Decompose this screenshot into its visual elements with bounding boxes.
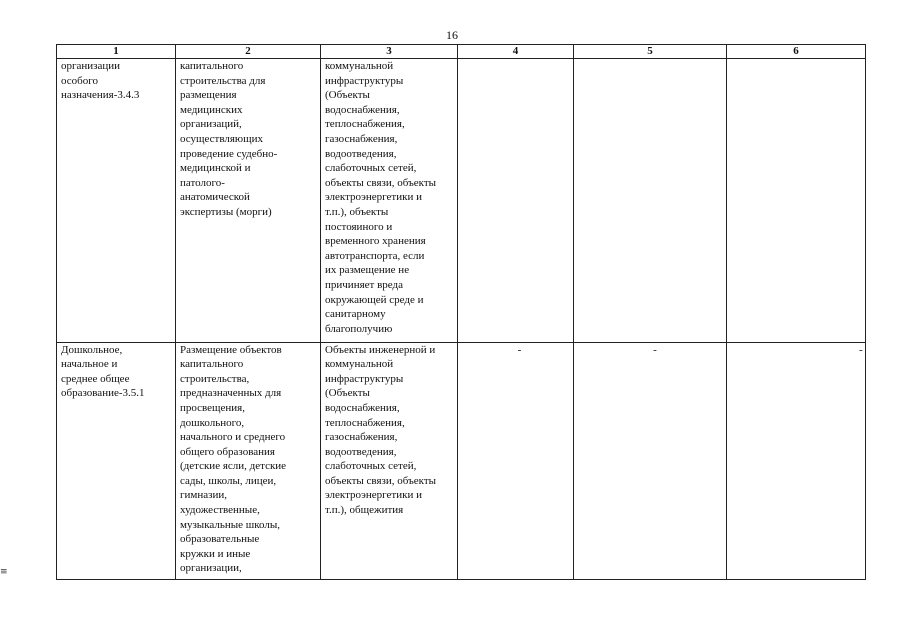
dash-mark: - [653, 343, 657, 356]
table-cell [57, 342, 176, 579]
column-header-5: 5 [574, 45, 727, 59]
table-cell [321, 342, 458, 579]
column-header-4: 4 [458, 45, 574, 59]
cell-text: Размещение объектов капитального строительства, предназначенных для просвещения, дошкольного, начального и среднего общего образования (детские ясли, детские сады, школы, лицеи, гимназии, художественные, музыкальные школы, образовательные кружки и иные организации, [180, 343, 287, 575]
margin-mark: ≡ [0, 567, 8, 577]
dash-mark: - [517, 343, 522, 356]
table-cell [727, 342, 866, 579]
table-cell [176, 59, 321, 343]
cell-text: Дошкольное, начальное и среднее общее образование-3.5.1 [61, 343, 145, 400]
table-cell [176, 342, 321, 579]
table-cell [574, 59, 727, 343]
dash-mark: - [859, 343, 863, 356]
zoning-table [56, 44, 866, 580]
table-row [57, 59, 866, 343]
table-cell [727, 59, 866, 343]
cell-text: капитального строительства для размещения медицинских организаций, осуществляющих проведение судебно- медицинской и патолого- анатомической экспертизы (морги) [180, 60, 278, 218]
column-header-6: 6 [727, 45, 866, 59]
cell-text: Объекты инженерной и коммунальной инфраструктуры (Объекты водоснабжения, теплоснабжения, газоснабжения, водоотведения, слаботочных сетей, объекты связи, объекты электроэнергетики и т.п.), общежития [325, 343, 437, 517]
column-header-2: 2 [176, 45, 321, 59]
table-header-row [57, 45, 866, 59]
cell-text: коммунальной инфраструктуры (Объекты водоснабжения, теплоснабжения, газоснабжения, водоотведения, слаботочных сетей, объекты связи, объекты электроэнергетики и т.п.), объекты постояиного и временного хранения автотранспорта, если их размещение не причиняет вреда окружающей среде и санитарному благополучию [325, 60, 437, 335]
column-header-1: 1 [57, 45, 176, 59]
cell-text: организации особого назначения-3.4.3 [61, 60, 140, 102]
table-cell [574, 342, 727, 579]
column-header-3: 3 [321, 45, 458, 59]
table-cell [57, 59, 176, 343]
table-cell [458, 59, 574, 343]
table-row [57, 342, 866, 579]
table-cell [458, 342, 574, 579]
table-cell [321, 59, 458, 343]
page-number: 16 [446, 28, 458, 42]
